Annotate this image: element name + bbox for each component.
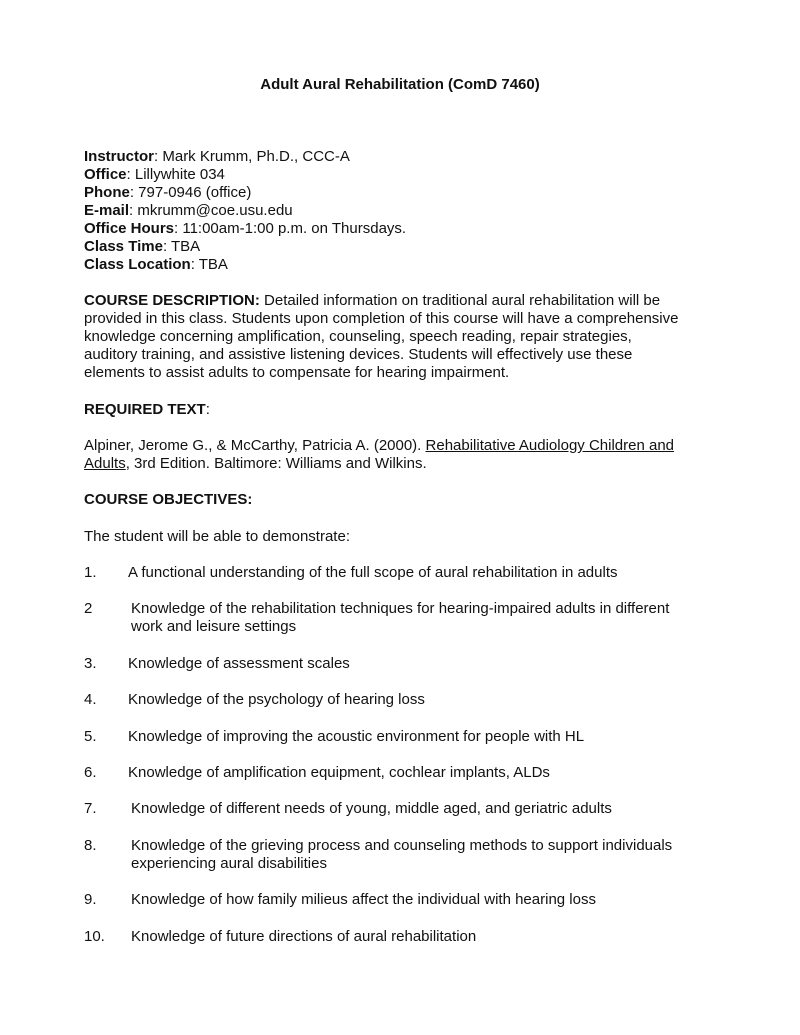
objective-line: experiencing aural disabilities (131, 855, 327, 872)
info-value: : Lillywhite 034 (126, 166, 225, 183)
objective-line: Knowledge of the grieving process and counseling methods to support individuals (131, 837, 673, 854)
citation-line (84, 455, 724, 473)
info-value: : Mark Krumm, Ph.D., CCC-A (154, 148, 350, 165)
info-label: Class Time (84, 238, 163, 255)
objective-number: 5. (84, 728, 97, 745)
citation-publisher: , 3rd Edition. Baltimore: Williams and Wilkins. (125, 455, 427, 472)
course-description-line: provided in this class. Students upon completion of this course will have a comprehensive (84, 310, 679, 327)
objective-line: Knowledge of the psychology of hearing loss (128, 691, 425, 708)
info-value: : mkrumm@coe.usu.edu (129, 202, 293, 219)
objective-number: 4. (84, 691, 97, 708)
objective-text (131, 928, 711, 946)
course-description-text: Detailed information on traditional aural rehabilitation will be (259, 292, 661, 309)
objective-line: work and leisure settings (131, 618, 297, 635)
objective-line: Knowledge of the rehabilitation techniques for hearing-impaired adults in different (131, 600, 670, 617)
objective-number: 7. (84, 800, 97, 817)
objective-number: 2 (84, 600, 93, 617)
info-label: Class Location (84, 256, 191, 273)
objective-number: 10. (84, 928, 105, 945)
objective-number: 3. (84, 655, 97, 672)
info-office (84, 166, 406, 184)
book-title: Rehabilitative Audiology Children and (425, 437, 675, 454)
course-description-line (84, 292, 724, 310)
info-value: : TBA (162, 238, 201, 255)
objective-text (131, 600, 711, 636)
objective-text (128, 764, 708, 782)
info-email (84, 202, 406, 220)
course-description-line: auditory training, and assistive listening devices. Students will effectively use these (84, 346, 633, 363)
info-phone (84, 184, 406, 202)
course-objectives-intro: The student will be able to demonstrate: (84, 528, 350, 545)
info-class-time (84, 238, 406, 256)
info-label: E-mail (84, 202, 130, 219)
objective-number: 9. (84, 891, 97, 908)
instructor-info-block (84, 148, 406, 274)
objective-text (131, 800, 711, 818)
objective-text (128, 691, 708, 709)
course-description-heading: COURSE DESCRIPTION: (84, 292, 260, 309)
required-text-citation (84, 437, 724, 473)
objective-number: 1. (84, 564, 97, 581)
objective-line: A functional understanding of the full scope of aural rehabilitation in adults (128, 564, 618, 581)
objective-text (131, 837, 711, 873)
document-title: Adult Aural Rehabilitation (ComD 7460) (260, 76, 540, 93)
objective-text (128, 655, 708, 673)
course-description (84, 292, 724, 382)
info-label: Office (84, 166, 127, 183)
required-text-heading: REQUIRED TEXT (84, 401, 206, 418)
course-description-line: elements to assist adults to compensate for hearing impairment. (84, 364, 510, 381)
course-description-line: knowledge concerning amplification, counseling, speech reading, repair strategies, (84, 328, 632, 345)
info-label: Office Hours (84, 220, 175, 237)
objective-line: Knowledge of future directions of aural rehabilitation (131, 928, 477, 945)
objective-text (128, 564, 708, 582)
objective-line: Knowledge of improving the acoustic environment for people with HL (128, 728, 585, 745)
info-label: Instructor (84, 148, 155, 165)
objective-line: Knowledge of assessment scales (128, 655, 350, 672)
info-instructor (84, 148, 406, 166)
course-objectives-heading: COURSE OBJECTIVES: (84, 491, 253, 508)
objective-number: 6. (84, 764, 97, 781)
book-title: Adults (84, 455, 126, 472)
required-text-colon: : (205, 401, 210, 418)
required-text-heading-line (84, 401, 724, 419)
info-office-hours (84, 220, 406, 238)
citation-line (84, 437, 724, 455)
citation-authors: Alpiner, Jerome G., & McCarthy, Patricia A. (2000). (84, 437, 426, 454)
info-value: : 797-0946 (office) (129, 184, 252, 201)
objective-line: Knowledge of different needs of young, middle aged, and geriatric adults (131, 800, 612, 817)
info-class-location (84, 256, 406, 274)
objective-line: Knowledge of amplification equipment, cochlear implants, ALDs (128, 764, 550, 781)
objective-text (131, 891, 711, 909)
objective-line: Knowledge of how family milieus affect the individual with hearing loss (131, 891, 596, 908)
info-label: Phone (84, 184, 130, 201)
objective-number: 8. (84, 837, 97, 854)
objective-text (128, 728, 708, 746)
info-value: : 11:00am-1:00 p.m. on Thursdays. (174, 220, 407, 237)
info-value: : TBA (190, 256, 228, 273)
